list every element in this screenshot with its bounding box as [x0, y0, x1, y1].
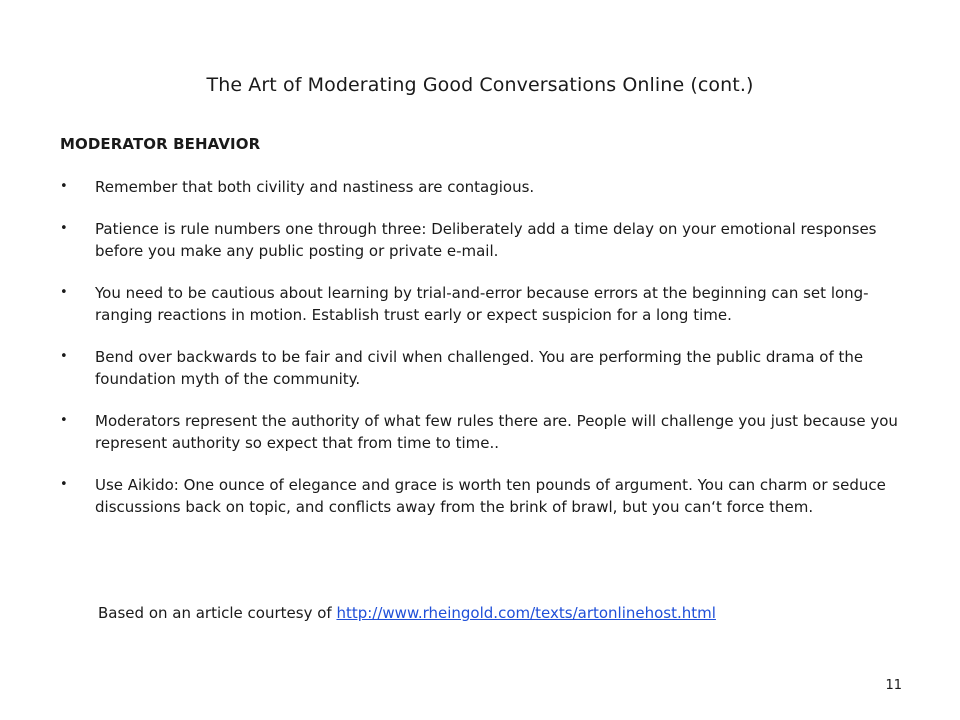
bullet-text: You need to be cautious about learning by trial-and-error because errors at the beginning can set long-ranging reactions in motion. Establish trust early or expect suspicion for a long time. [95, 284, 869, 324]
bullet-icon: • [60, 221, 68, 236]
section-heading: MODERATOR BEHAVIOR [60, 135, 261, 153]
bullet-list [60, 176, 905, 538]
bullet-text: Remember that both civility and nastiness are contagious. [95, 178, 535, 196]
bullet-text: Use Aikido: One ounce of elegance and grace is worth ten pounds of argument. You can charm or seduce discussions back on topic, and conflicts away from the brink of brawl, but you can‘t force them. [95, 476, 886, 516]
bullet-icon: • [60, 477, 68, 492]
bullet-item [60, 346, 905, 390]
source-link[interactable]: http://www.rheingold.com/texts/artonlinehost.html [336, 604, 716, 622]
bullet-item [60, 176, 905, 198]
page-number: 11 [885, 678, 902, 693]
credit-prefix: Based on an article courtesy of [98, 604, 337, 622]
bullet-text: Patience is rule numbers one through three: Deliberately add a time delay on your emotional responses before you make any public posting or private e-mail. [95, 220, 877, 260]
bullet-item [60, 410, 905, 454]
bullet-icon: • [60, 413, 68, 428]
bullet-icon: • [60, 285, 68, 300]
bullet-item [60, 218, 905, 262]
bullet-icon: • [60, 349, 68, 364]
bullet-icon: • [60, 179, 68, 194]
bullet-text: Moderators represent the authority of what few rules there are. People will challenge you just because you represent authority so expect that from time to time.. [95, 412, 898, 452]
bullet-item [60, 282, 905, 326]
slide-title: The Art of Moderating Good Conversations Online (cont.) [206, 74, 754, 96]
bullet-text: Bend over backwards to be fair and civil when challenged. You are performing the public drama of the foundation myth of the community. [95, 348, 864, 388]
bullet-item [60, 474, 905, 518]
credit-line [98, 604, 716, 622]
